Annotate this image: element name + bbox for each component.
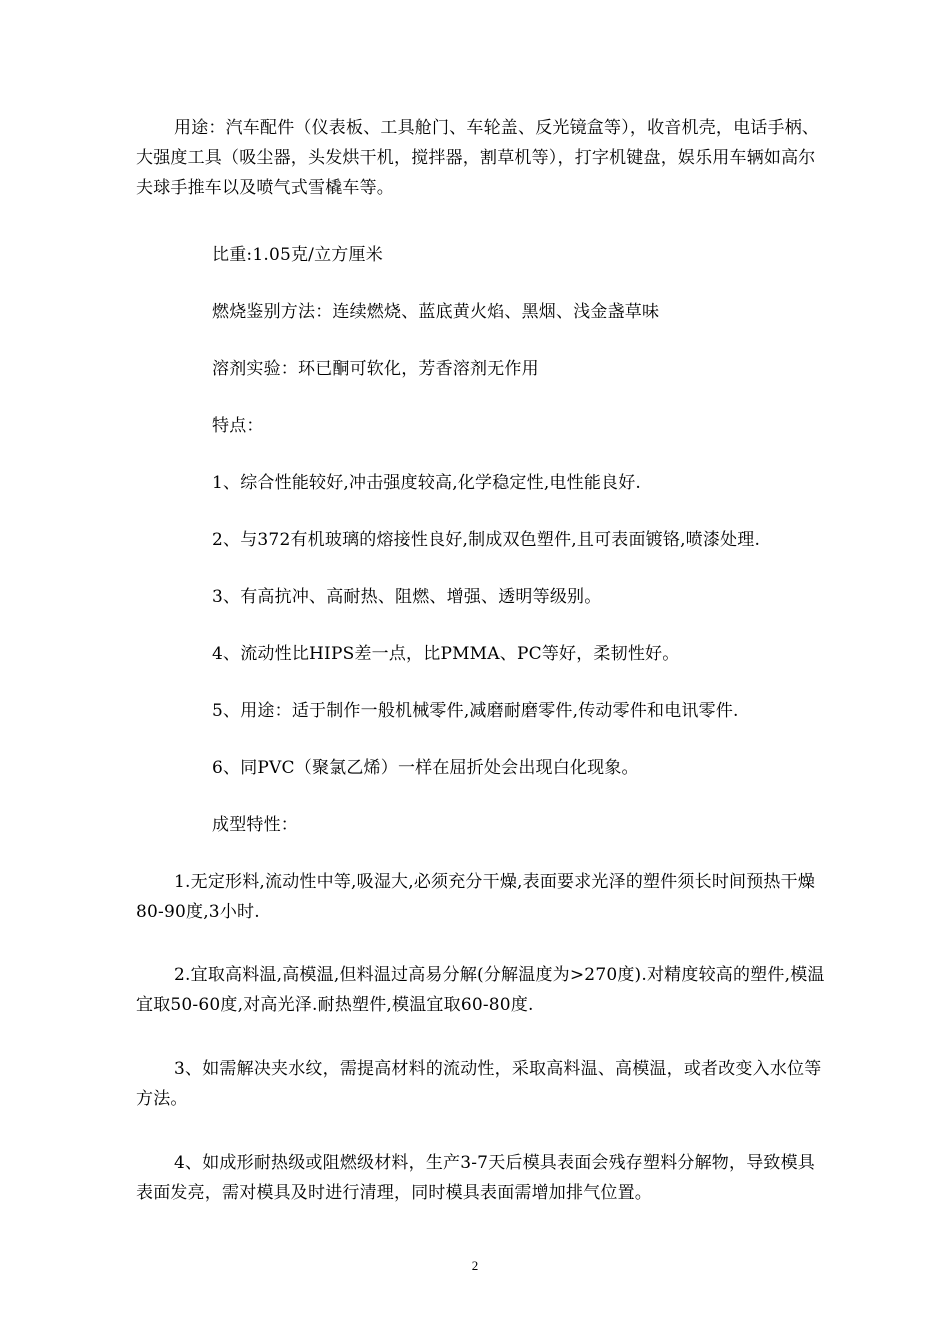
page-number: 2 [471, 1258, 479, 1273]
feature-item-6: 6、同PVC（聚氯乙烯）一样在屈折处会出现白化现象。 [212, 758, 639, 778]
usage-paragraph: 用途：汽车配件（仪表板、工具舱门、车轮盖、反光镜盒等），收音机壳，电话手柄、大强度工具（吸尘器，头发烘干机，搅拌器，割草机等），打字机键盘，娱乐用车辆如高尔夫球手推车以及喷气式雪橇车等。 [136, 118, 820, 198]
feature-item-4: 4、流动性比HIPS差一点，比PMMA、PC等好，柔韧性好。 [212, 644, 680, 664]
molding-item-3: 3、如需解决夹水纹，需提高材料的流动性，采取高料温、高模温，或者改变入水位等方法。 [136, 1059, 822, 1109]
feature-item-5: 5、用途：适于制作一般机械零件,减磨耐磨零件,传动零件和电讯零件. [212, 701, 739, 721]
molding-item-4: 4、如成形耐热级或阻燃级材料，生产3-7天后模具表面会残存塑料分解物，导致模具表面发亮，需对模具及时进行清理，同时模具表面需增加排气位置。 [136, 1153, 815, 1203]
feature-item-3: 3、有高抗冲、高耐热、阻燃、增强、透明等级别。 [212, 587, 602, 607]
burn-test-line: 燃烧鉴别方法：连续燃烧、蓝底黄火焰、黑烟、浅金盏草味 [212, 302, 660, 322]
molding-item-1: 1.无定形料,流动性中等,吸湿大,必须充分干燥,表面要求光泽的塑件须长时间预热干燥80-90度,3小时. [136, 872, 816, 922]
solvent-test-line: 溶剂实验：环已酮可软化，芳香溶剂无作用 [212, 359, 539, 379]
molding-heading: 成型特性： [212, 815, 298, 835]
density-line: 比重:1.05克/立方厘米 [212, 245, 383, 265]
molding-item-2: 2.宜取高料温,高模温,但料温过高易分解(分解温度为>270度).对精度较高的塑件,模温宜取50-60度,对高光泽.耐热塑件,模温宜取60-80度. [136, 965, 825, 1015]
feature-item-1: 1、综合性能较好,冲击强度较高,化学稳定性,电性能良好. [212, 473, 642, 493]
features-heading: 特点： [212, 416, 264, 436]
feature-item-2: 2、与372有机玻璃的熔接性良好,制成双色塑件,且可表面镀铬,喷漆处理. [212, 530, 761, 550]
